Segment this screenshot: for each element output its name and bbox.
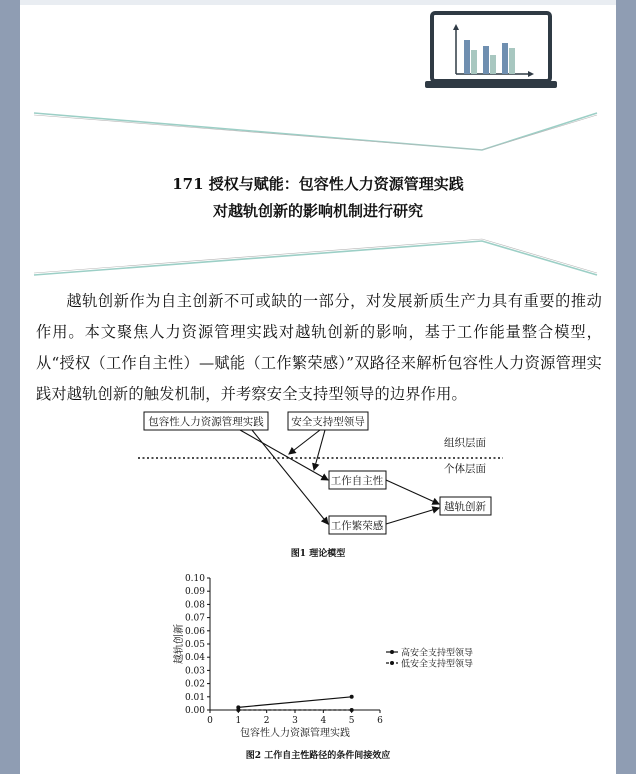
y-tick-label: 0.06 (184, 626, 205, 637)
paper-page (20, 0, 616, 774)
body-paragraph: 越轨创新作为自主创新不可或缺的一部分，对发展新质生产力具有重要的推动作用。本文聚焦人力资源管理实践对越轨创新的影响，基于工作能量整合模型，从“授权（工作自主性）—赋能（工作繁荣感）”双路径来解析包容性人力资源管理实践对越轨创新的触发机制，并考察安全支持型领导的边界作用。 (36, 292, 602, 403)
x-tick-label: 4 (320, 716, 327, 726)
node-leadership: 安全支持型领导 (291, 416, 365, 428)
x-tick-label: 0 (207, 716, 213, 726)
legend-label: 高安全支持型领导 (401, 648, 474, 659)
header-decoration (20, 0, 616, 290)
series-line (238, 697, 351, 708)
x-tick-label: 1 (235, 716, 242, 726)
y-tick-label: 0.10 (184, 574, 205, 584)
data-point (350, 695, 354, 699)
legend-label: 低安全支持型领导 (401, 659, 474, 670)
x-tick-label: 3 (292, 716, 298, 726)
chart-area (172, 574, 473, 739)
node-autonomy: 工作自主性 (330, 475, 384, 487)
x-tick-label: 6 (377, 716, 383, 726)
figure1-caption: 图1 理论模型 (290, 549, 346, 559)
y-tick-label: 0.00 (184, 706, 205, 716)
figure1-model-diagram (20, 404, 616, 564)
y-tick-label: 0.02 (184, 679, 205, 690)
laptop-bar-chart-icon (425, 13, 557, 88)
y-tick-label: 0.09 (184, 587, 205, 598)
data-point (236, 708, 240, 712)
node-hr-practice: 包容性人力资源管理实践 (148, 416, 264, 428)
node-thriving: 工作繁荣感 (330, 520, 384, 532)
level-ind-label: 个体层面 (444, 463, 486, 475)
y-tick-label: 0.07 (184, 613, 205, 624)
title-line-2: 对越轨创新的影响机制进行研究 (212, 202, 423, 220)
legend-marker (390, 661, 394, 665)
level-org-label: 组织层面 (444, 437, 486, 449)
y-tick-label: 0.01 (184, 692, 205, 703)
y-tick-label: 0.05 (184, 640, 205, 650)
legend-marker (390, 650, 394, 654)
x-axis-label: 包容性人力资源管理实践 (240, 728, 350, 739)
figure2-line-chart (20, 564, 616, 774)
x-tick-label: 2 (263, 716, 270, 726)
y-axis-label: 越轨创新 (174, 624, 185, 664)
figure2-caption: 图2 工作自主性路径的条件间接效应 (245, 751, 391, 761)
y-tick-label: 0.08 (184, 600, 205, 611)
title-bottom-lines (34, 239, 597, 275)
y-tick-label: 0.03 (184, 666, 205, 677)
data-point (350, 708, 354, 712)
x-tick-label: 5 (348, 716, 355, 726)
title-top-lines (34, 113, 597, 150)
node-innovation: 越轨创新 (444, 501, 486, 513)
y-tick-label: 0.04 (184, 653, 205, 664)
title-line-1: 171 授权与赋能：包容性人力资源管理实践 (172, 175, 464, 193)
